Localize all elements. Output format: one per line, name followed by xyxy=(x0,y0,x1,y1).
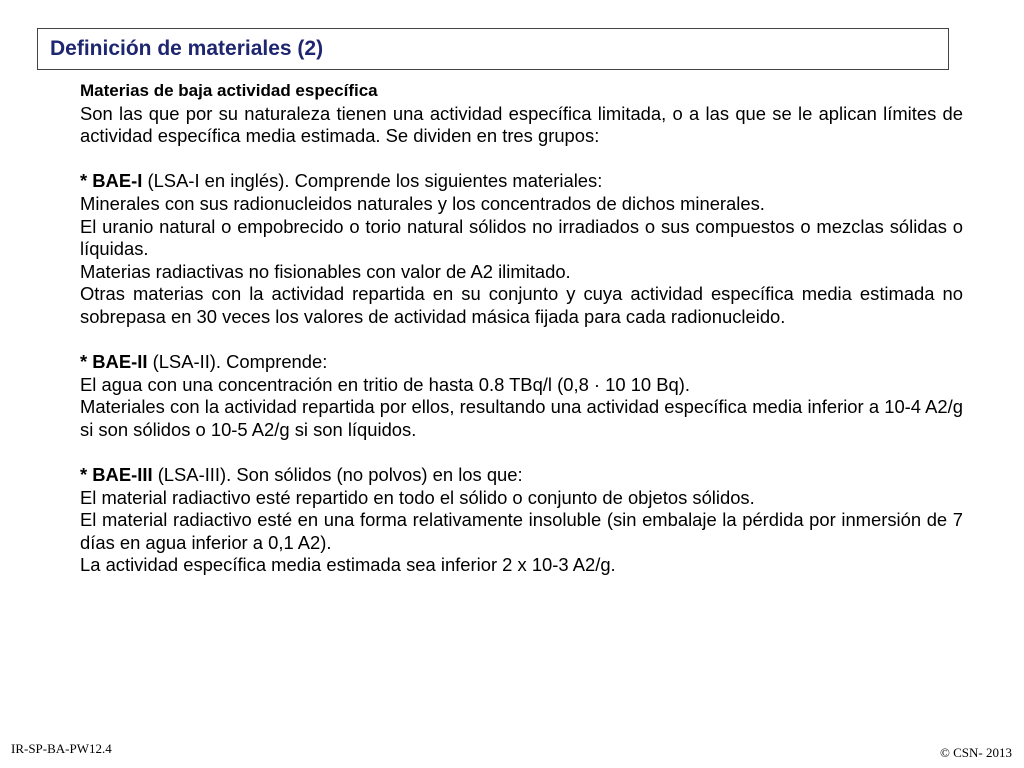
copyright-notice: © CSN- 2013 xyxy=(940,745,1012,760)
bae2-name: BAE-II xyxy=(92,351,148,373)
bae1-star: * xyxy=(80,170,93,192)
slide-code: IR-SP-BA-PW12.4 xyxy=(11,741,112,756)
bae1-header xyxy=(80,170,963,193)
bae3-header xyxy=(80,464,963,487)
bae3-name: BAE-III xyxy=(92,464,153,486)
bae2-star: * xyxy=(80,351,93,373)
bae2-desc: (LSA-II). Comprende: xyxy=(147,351,328,373)
bae1-item: Otras materias con la actividad repartida en su conjunto y cuya actividad específica media estimada no sobrepasa en 30 veces los valores de actividad másica fijada para cada radionucleido. xyxy=(80,283,963,327)
spacer xyxy=(80,148,963,171)
intro-paragraph: Son las que por su naturaleza tienen una actividad específica limitada, o a las que se le aplican límites de actividad específica media estimada. Se dividen en tres grupos: xyxy=(80,102,963,147)
section-heading: Materias de baja actividad específica xyxy=(80,81,378,100)
slide-title: Definición de materiales (2) xyxy=(50,37,324,60)
bae3-item: La actividad específica media estimada sea inferior 2 x 10-3 A2/g. xyxy=(80,554,616,576)
bae3-star: * xyxy=(80,464,93,486)
bae1-item: Minerales con sus radionucleidos naturales y los concentrados de dichos minerales. xyxy=(80,192,765,214)
bae1-name: BAE-I xyxy=(92,170,143,192)
spacer xyxy=(80,442,963,465)
bae3-desc: (LSA-III). Son sólidos (no polvos) en los que: xyxy=(152,464,523,486)
bae1-item: El uranio natural o empobrecido o torio natural sólidos no irradiados o sus compuestos o mezclas sólidas o líquidas. xyxy=(80,215,963,260)
bae2-header xyxy=(80,351,963,374)
bae2-item: El agua con una concentración en tritio de hasta 0.8 TBq/l (0,8 · 10 10 Bq). xyxy=(80,373,690,395)
spacer xyxy=(80,329,963,352)
title-box xyxy=(37,28,949,70)
bae2-item: Materiales con la actividad repartida por ellos, resultando una actividad específica media inferior a 10-4 A2/g si son sólidos o 10-5 A2/g si son líquidos. xyxy=(80,396,963,440)
slide-content xyxy=(80,80,963,577)
bae3-item: El material radiactivo esté en una forma relativamente insoluble (sin embalaje la pérdida por inmersión de 7 días en agua inferior a 0,1 A2). xyxy=(80,509,963,553)
bae3-item: El material radiactivo esté repartido en todo el sólido o conjunto de objetos sólidos. xyxy=(80,486,755,508)
bae1-desc: (LSA-I en inglés). Comprende los siguientes materiales: xyxy=(142,170,603,192)
bae1-item: Materias radiactivas no fisionables con valor de A2 ilimitado. xyxy=(80,260,571,282)
